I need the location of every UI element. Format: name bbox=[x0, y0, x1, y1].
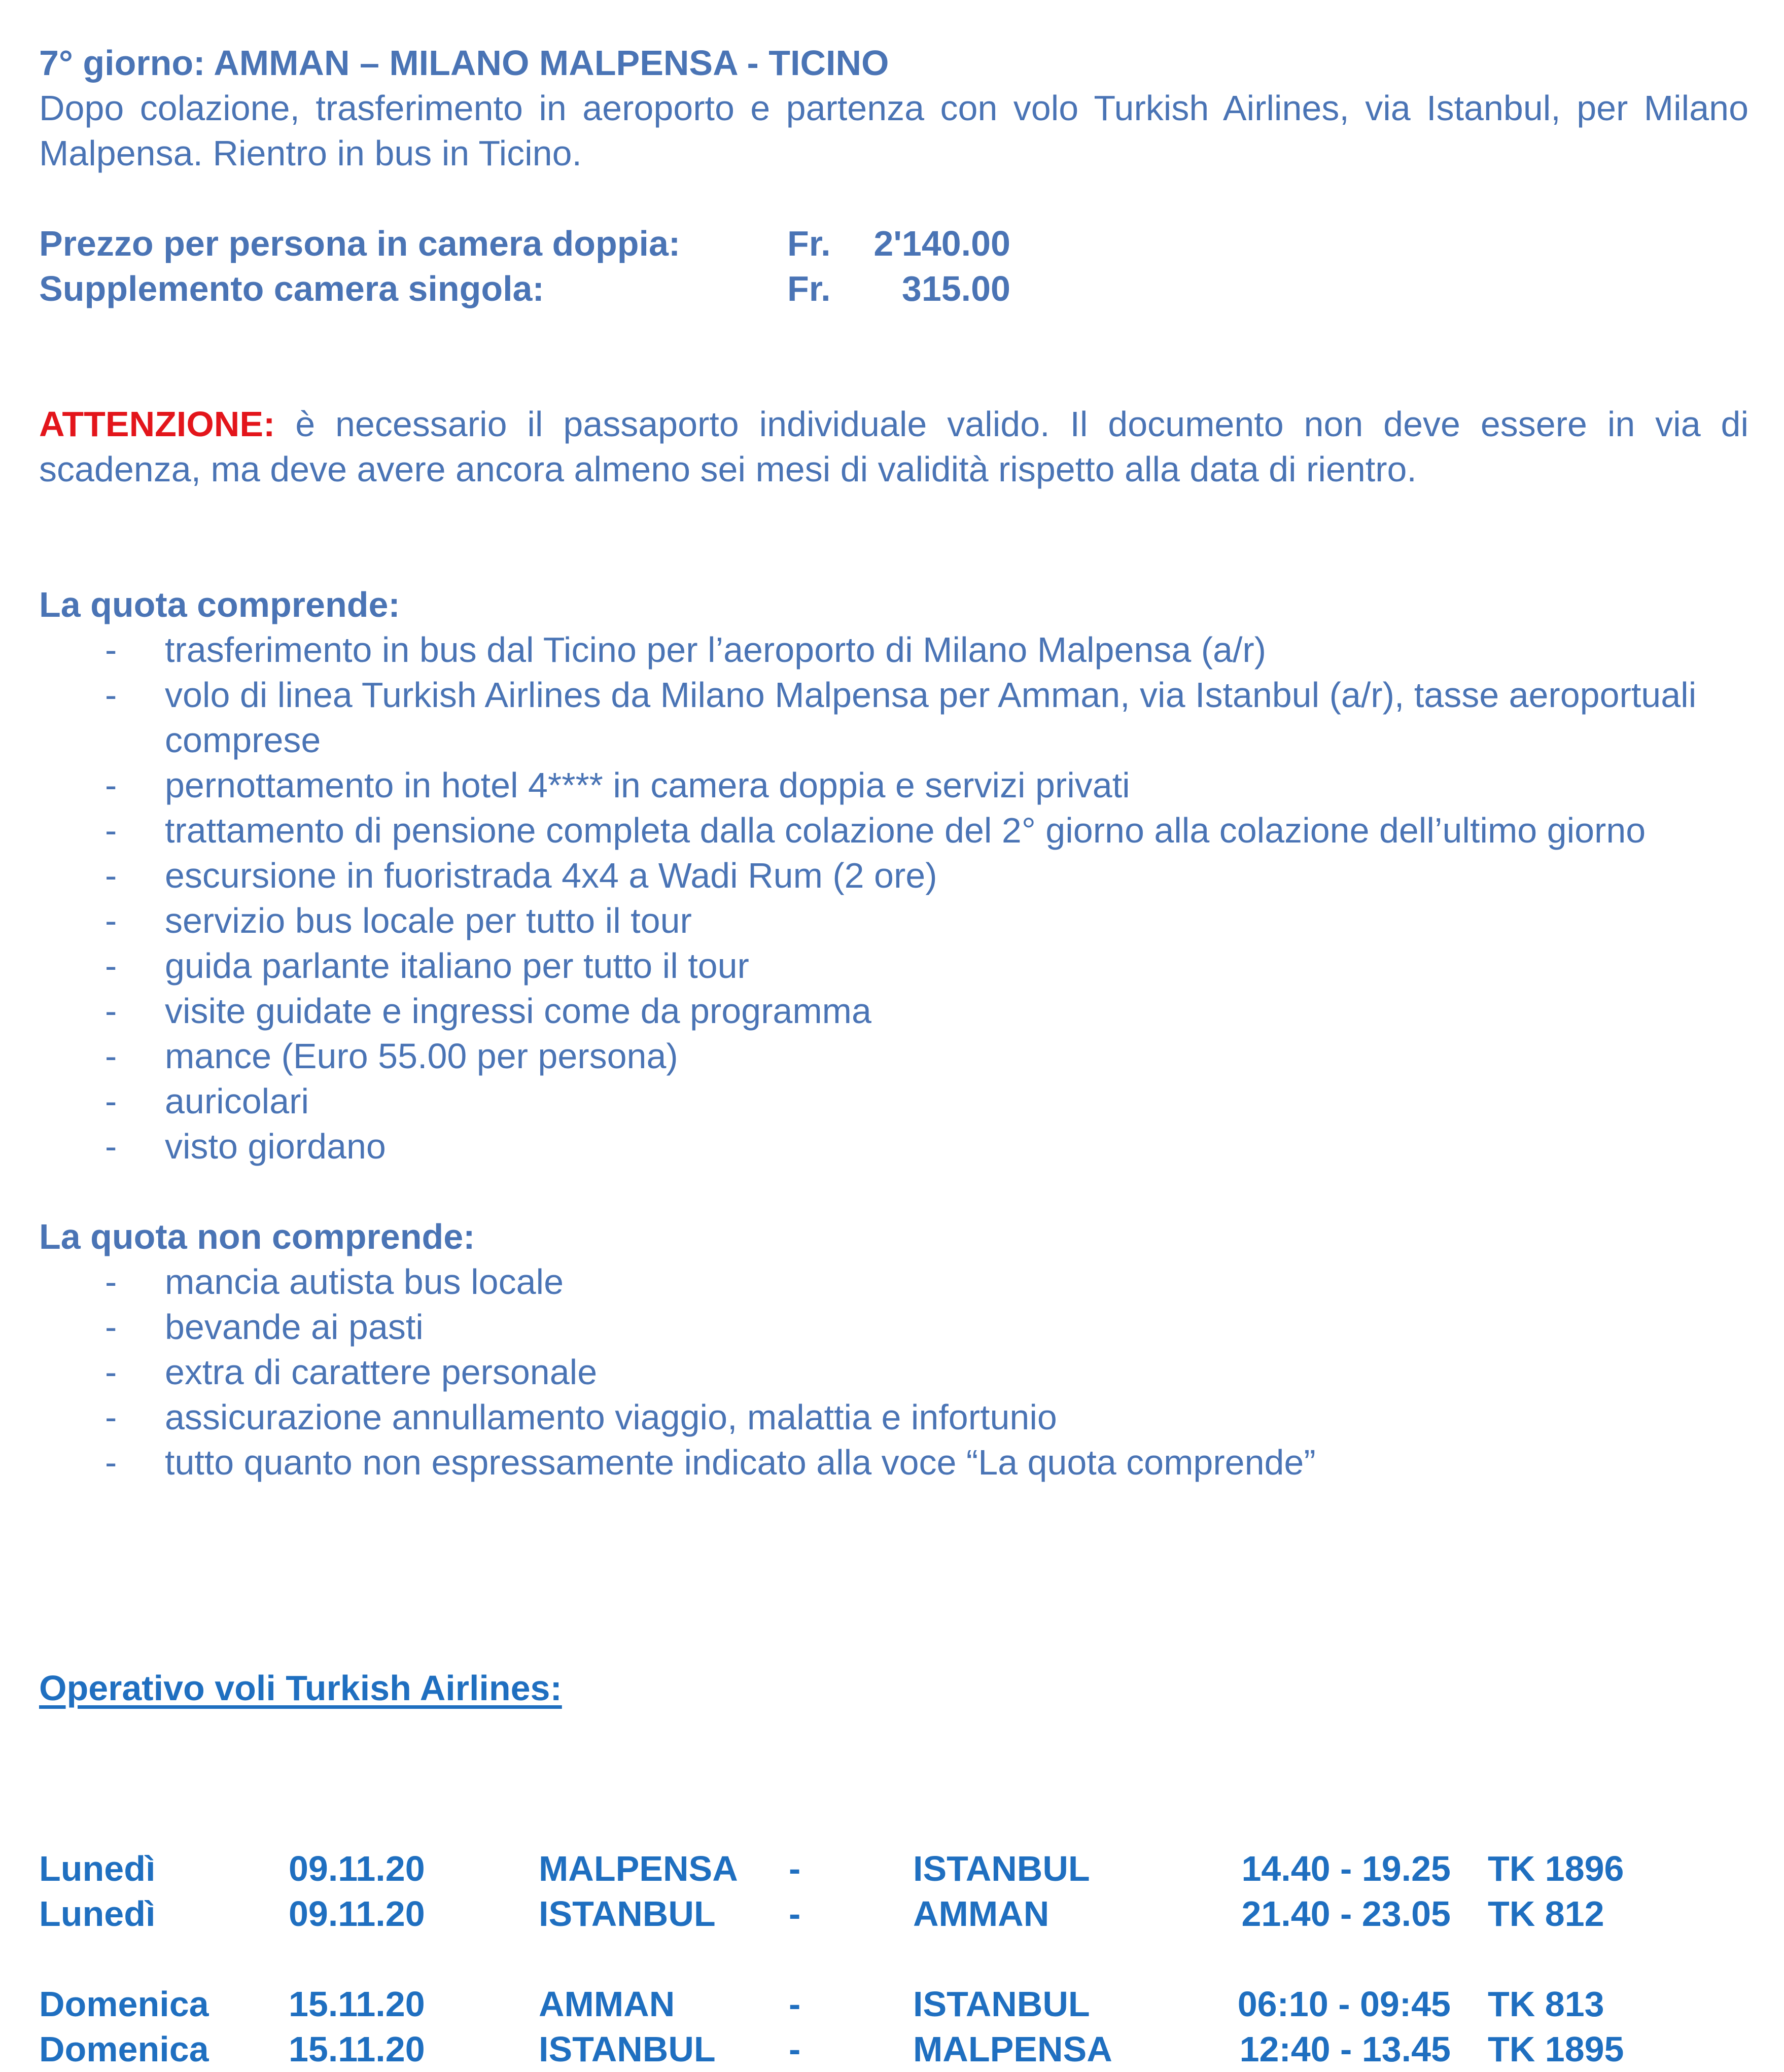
list-item: - extra di carattere personale bbox=[105, 1352, 598, 1392]
list-item: - trasferimento in bus dal Ticino per l’aeroporto di Milano Malpensa (a/r) bbox=[105, 630, 1267, 670]
flight-separator: - bbox=[789, 1894, 801, 1934]
flight-time: 06:10 - 09:45 bbox=[1237, 1984, 1451, 2024]
list-item: - pernottamento in hotel 4**** in camera doppia e servizi privati bbox=[105, 765, 1130, 805]
warning-text: è necessario il passaporto individuale valido. Il documento non deve essere in via di scadenza, ma deve avere ancora almeno sei mesi di validità rispetto alla data di rientro. bbox=[39, 404, 1748, 489]
flight-destination: ISTANBUL bbox=[913, 1849, 1090, 1888]
flight-date: 09.11.20 bbox=[289, 1849, 425, 1888]
list-item: - tutto quanto non espressamente indicato alla voce “La quota comprende” bbox=[105, 1443, 1316, 1482]
flight-origin: AMMAN bbox=[539, 1984, 675, 2024]
list-item: - guida parlante italiano per tutto il tour bbox=[105, 946, 749, 986]
document-page bbox=[39, 41, 1748, 2072]
flight-schedule bbox=[39, 1666, 1748, 2072]
flight-separator: - bbox=[789, 1984, 801, 2024]
flight-time: 12:40 - 13.45 bbox=[1239, 2029, 1451, 2069]
list-item: - mancia autista bus locale bbox=[105, 1262, 564, 1302]
list-item: - visto giordano bbox=[105, 1127, 386, 1166]
list-item: - assicurazione annullamento viaggio, malattia e infortunio bbox=[105, 1397, 1057, 1437]
price-amount: 2'140.00 bbox=[873, 224, 1010, 263]
flight-destination: AMMAN bbox=[913, 1894, 1050, 1934]
price-label: Supplemento camera singola: bbox=[39, 269, 544, 308]
flight-row bbox=[39, 1982, 1748, 2027]
flight-day: Domenica bbox=[39, 1984, 209, 2024]
flight-code: TK 1896 bbox=[1488, 1849, 1624, 1888]
list-item: - mance (Euro 55.00 per persona) bbox=[105, 1036, 678, 1076]
flight-date: 09.11.20 bbox=[289, 1894, 425, 1934]
flight-row bbox=[39, 1846, 1748, 1891]
price-section bbox=[39, 221, 1748, 311]
flight-origin: ISTANBUL bbox=[539, 2029, 716, 2069]
flight-code: TK 813 bbox=[1488, 1984, 1604, 2024]
flight-time: 14.40 - 19.25 bbox=[1241, 1849, 1451, 1888]
flight-row bbox=[39, 2027, 1748, 2072]
warning-label: ATTENZIONE: bbox=[39, 404, 275, 444]
list-item: - visite guidate e ingressi come da programma bbox=[105, 991, 871, 1031]
excludes-list bbox=[39, 1259, 1748, 1485]
list-item: - trattamento di pensione completa dalla colazione del 2° giorno alla colazione dell’ultimo giorno bbox=[105, 811, 1646, 850]
flight-separator: - bbox=[789, 2029, 801, 2069]
day7-text: Dopo colazione, trasferimento in aeroporto e partenza con volo Turkish Airlines, via Istanbul, per Milano Malpensa. Rientro in bus in Ticino. bbox=[39, 88, 1748, 173]
flight-destination: ISTANBUL bbox=[913, 1984, 1090, 2024]
list-item: - escursione in fuoristrada 4x4 a Wadi Rum (2 ore) bbox=[105, 856, 937, 895]
day7-title: 7° giorno: AMMAN – MILANO MALPENSA - TICINO bbox=[39, 43, 889, 83]
list-item: - bevande ai pasti bbox=[105, 1307, 424, 1347]
flight-row bbox=[39, 1891, 1748, 1937]
flight-destination: MALPENSA bbox=[913, 2029, 1112, 2069]
flight-day: Lunedì bbox=[39, 1849, 156, 1888]
passport-warning bbox=[39, 402, 1748, 492]
excludes-section bbox=[39, 1214, 1748, 1485]
flight-separator: - bbox=[789, 1849, 801, 1888]
flight-date: 15.11.20 bbox=[289, 2029, 425, 2069]
price-currency: Fr. bbox=[787, 269, 831, 308]
price-row-single bbox=[39, 266, 1748, 311]
price-currency: Fr. bbox=[787, 224, 831, 263]
includes-title: La quota comprende: bbox=[39, 585, 400, 624]
list-item: - auricolari bbox=[105, 1081, 309, 1121]
flight-day: Lunedì bbox=[39, 1894, 156, 1934]
price-label: Prezzo per persona in camera doppia: bbox=[39, 224, 681, 263]
flight-code: TK 1895 bbox=[1488, 2029, 1624, 2069]
flight-date: 15.11.20 bbox=[289, 1984, 425, 2024]
price-amount: 315.00 bbox=[901, 269, 1010, 308]
flight-origin: MALPENSA bbox=[539, 1849, 738, 1888]
excludes-title: La quota non comprende: bbox=[39, 1217, 475, 1256]
flight-code: TK 812 bbox=[1488, 1894, 1604, 1934]
flight-origin: ISTANBUL bbox=[539, 1894, 716, 1934]
includes-section bbox=[39, 582, 1748, 1169]
list-item: - volo di linea Turkish Airlines da Milano Malpensa per Amman, via Istanbul (a/r), tasse aeroportuali comprese bbox=[105, 675, 1697, 760]
includes-list bbox=[39, 627, 1748, 1169]
price-row-double bbox=[39, 221, 1748, 266]
schedule-title: Operativo voli Turkish Airlines: bbox=[39, 1668, 562, 1708]
flight-time: 21.40 - 23.05 bbox=[1241, 1894, 1451, 1934]
day7-section bbox=[39, 41, 1748, 176]
flight-day: Domenica bbox=[39, 2029, 209, 2069]
list-item: - servizio bus locale per tutto il tour bbox=[105, 901, 692, 940]
